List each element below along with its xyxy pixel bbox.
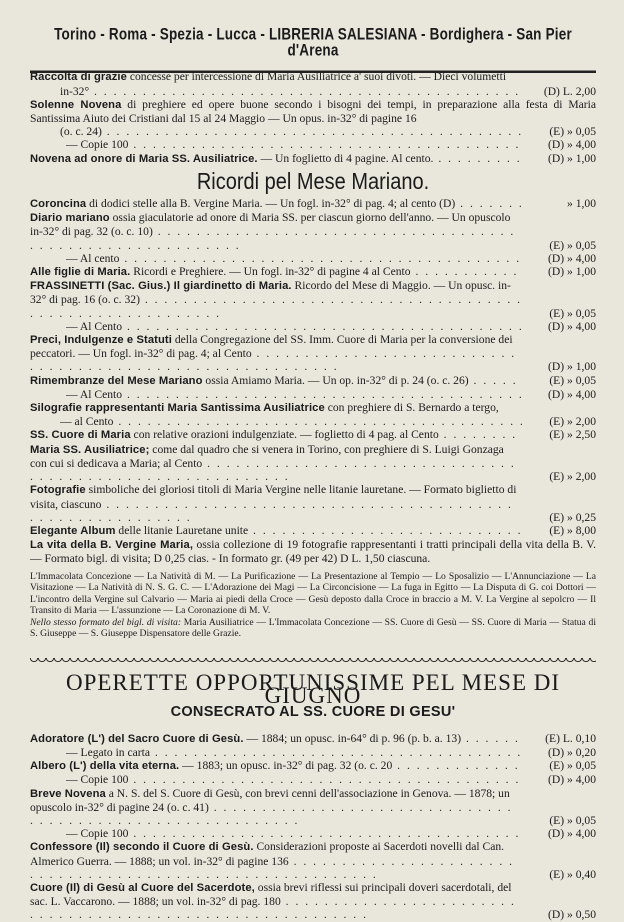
entry-rimembranze: Rimembranze del Mese Mariano ossia Amiamo Maria. — Un op. in-32° di p. 24 (o. c. 26) . . . (E) » 0,05 — Al Cento . . . (D) » 4,00 bbox=[30, 374, 596, 401]
page-header: Torino - Roma - Spezia - Lucca - LIBRERIA SALESIANA - Bordighera - San Pier d'Arena bbox=[30, 18, 596, 74]
entry-adoratore: Adoratore (L') del Sacro Cuore di Gesù. — 1884; un opusc. in-64° di p. 96 (p. b. a. 13) . . . (E) L. 0,10 — Legato in carta . . . (D) » 0,20 bbox=[30, 732, 596, 759]
entry-frassinetti: FRASSINETTI (Sac. Gius.) Il giardinetto di Maria. Ricordo del Mese di Maggio. — Un opusc. in-32° di pag. 16 (o. c. 32) . . . (E) » 0,05 — Al Cento . . . (D) » 4,00 bbox=[30, 279, 596, 333]
entry-vita-vergine: La vita della B. Vergine Maria, ossia collezione di 19 fotografie rappresentanti i tratti principali della vita della B. V. — Formato bigl. di visita; D 0,25 cias. - In formato gr. (49 per 42) D L. 1,50 ciascuna. bbox=[30, 538, 596, 566]
entry-solenne-novena: Solenne Novena di preghiere ed opere buone secondo i bisogni dei tempi, in preparazione alla festa di Maria Santissima Aiuto dei Cristiani dal 15 al 24 Maggio — Un opus. in-32° di pagine 16 (o. c. 24) . . . (E) » 0,05 — Copie 100 . . . (D) » 4,00 bbox=[30, 98, 596, 152]
section-title-giugno: OPERETTE OPPORTUNISSIME PEL MESE DI GIUGNO bbox=[65, 670, 561, 709]
entry-figlie-maria: Alle figlie di Maria. Ricordi e Preghiere. — Un fogl. in-32° di pagine 4 al Cento . . . (D) » 1,00 bbox=[30, 265, 596, 279]
entry-diario-mariano: Diario mariano ossia giaculatorie ad onore di Maria SS. per ciascun giorno dell'anno. — Un opuscolo in-32° di pag. 32 (o. c. 10) . . . (E) » 0,05 — Al cento . . . (D) » 4,00 bbox=[30, 211, 596, 265]
catalog-page bbox=[30, 18, 596, 922]
entry-coroncina: Coroncina di dodici stelle alla B. Vergine Maria. — Un fogl. in-32° di pag. 4; al cento (D) . . . » 1,00 bbox=[30, 197, 596, 211]
entry-confessore: Confessore (Il) secondo il Cuore di Gesù. Considerazioni proposte ai Sacerdoti novelli dal Can. Almerico Guerra. — 1888; un vol. in-32° di pagine 136 . . . (E) » 0,40 bbox=[30, 840, 596, 881]
wavy-divider bbox=[30, 658, 596, 666]
entry-cuore-sacerdote: Cuore (Il) di Gesù al Cuore del Sacerdote, ossia brevi riflessi sui principali doveri sacerdotali, del sac. L. Vaccarono. — 1888; un vol. in-32° di pag. 180 . . . (D) » 0,50 bbox=[30, 881, 596, 922]
entry-maria-ausiliatrice: Maria SS. Ausiliatrice; come dal quadro che si venera in Torino, con preghiere di S. Luigi Gonzaga con cui si dedicava a Maria; al Cento . . . (E) » 2,00 bbox=[30, 443, 596, 484]
section-subtitle-sacro-cuore: CONSECRATO AL SS. CUORE DI GESU' bbox=[170, 704, 456, 721]
entry-ss-cuore-maria: SS. Cuore di Maria con relative orazioni indulgenziate. — foglietto di 4 pag. al Cento . . . (E) » 2,50 bbox=[30, 428, 596, 442]
entry-album: Elegante Album delle litanie Lauretane unite . . . (E) » 8,00 bbox=[30, 524, 596, 538]
entry-novena-ausiliatrice: Novena ad onore di Maria SS. Ausiliatrice. — Un foglietto di 4 pagine. Al cento. . . . (D) » 1,00 bbox=[30, 152, 596, 166]
list-visiting-card-format: Nello stesso formato del bigl. di visita: Maria Ausiliatrice — L'Immacolata Concezione — SS. Cuore di Gesù — SS. Cuore di Maria — Statua di S. Giuseppe — S. Giuseppe Dispensatore delle Grazie. bbox=[30, 616, 596, 640]
entry-fotografie: Fotografie simboliche dei gloriosi titoli di Maria Vergine nelle litanie lauretane. — Formato biglietto di visita, ciascuno . . . (E) » 0,25 bbox=[30, 483, 596, 524]
list-photo-titles: L'Immacolata Concezione — La Natività di M. — La Purificazione — La Presentazione al Tempio — Lo Sposalizio — L'Annunciazione — La Visitazione — La Natività di N. S. G. C. — L'Adorazione dei Magi — La Circoncisione — La fuga in Egitto — La Disputa di G. coi Dottori — L'incontro della Vergine sul Calvario — Maria ai piedi della Croce — Gesù deposto dalla Croce in braccio a M. V. La Vergine al sepolcro — Il Transito di Maria — L'assunzione — La Coronazione di M. V. bbox=[30, 570, 596, 617]
section-title-mese-mariano: Ricordi pel Mese Mariano. bbox=[196, 169, 430, 195]
entry-raccolta: Raccolta di grazie concesse per intercessione di Maria Ausiliatrice a' suoi divoti. — Dieci volumetti in-32° . . . (D) L. 2,00 bbox=[30, 70, 596, 97]
entry-albero: Albero (L') della vita eterna. — 1883; un opusc. in-32° di pag. 32 (o. c. 20 . . . (E) » 0,05 — Copie 100 . . . (D) » 4,00 bbox=[30, 759, 596, 786]
entry-silografie: Silografie rappresentanti Maria Santissima Ausiliatrice con preghiere di S. Bernardo a tergo, — al Cento . . . (E) » 2,00 bbox=[30, 401, 596, 428]
entry-preci: Preci, Indulgenze e Statuti della Congregazione del SS. Imm. Cuore di Maria per la conversione dei peccatori. — Un fogl. in-32° di pag. 4; al Cento . . . (D) » 1,00 bbox=[30, 333, 596, 374]
entry-breve-novena: Breve Novena a N. S. del S. Cuore di Gesù, con brevi cenni dell'associazione in Genova. — 1878; un opuscolo in-32° di pagine 24 (o. c. 41) . . . (E) » 0,05 — Copie 100 . . . (D) » 4,00 bbox=[30, 787, 596, 841]
